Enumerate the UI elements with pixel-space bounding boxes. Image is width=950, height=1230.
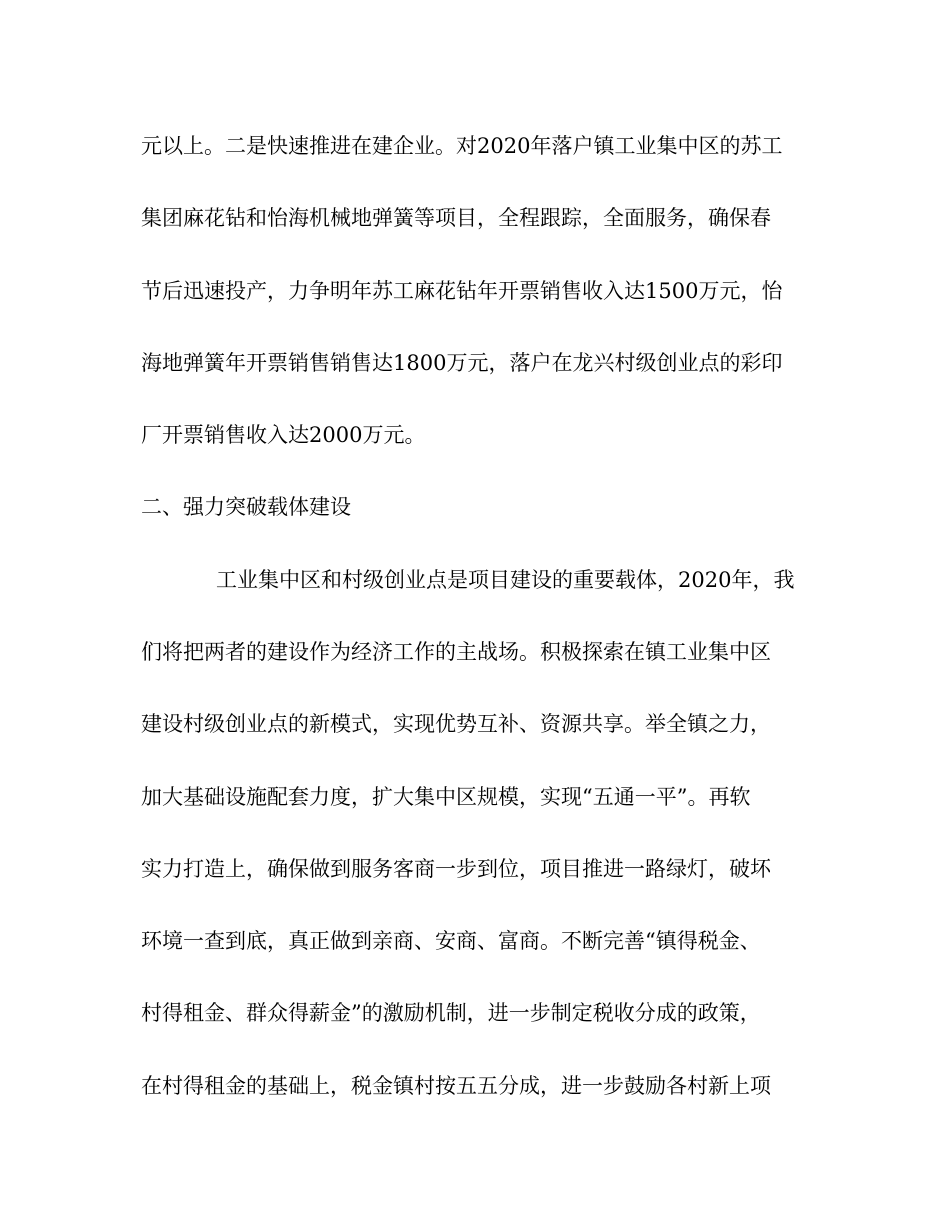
paragraph-line: 节后迅速投产，力争明年苏工麻花钻年开票销售收入达1500万元，怡 bbox=[141, 279, 783, 303]
paragraph-line: 加大基础设施配套力度，扩大集中区规模，实现“五通一平”。再软 bbox=[141, 785, 751, 809]
paragraph-line: 实力打造上，确保做到服务客商一步到位，项目推进一路绿灯，破坏 bbox=[141, 857, 771, 881]
paragraph-line: 工业集中区和村级创业点是项目建设的重要载体，2020年，我 bbox=[216, 568, 795, 592]
section-heading: 二、强力突破载体建设 bbox=[141, 495, 351, 519]
paragraph-line: 们将把两者的建设作为经济工作的主战场。积极探索在镇工业集中区 bbox=[141, 640, 771, 664]
paragraph-line: 海地弹簧年开票销售销售达1800万元，落户在龙兴村级创业点的彩印 bbox=[141, 351, 783, 375]
paragraph-line: 厂开票销售收入达2000万元。 bbox=[141, 423, 426, 447]
paragraph-line: 集团麻花钻和怡海机械地弹簧等项目，全程跟踪，全面服务，确保春 bbox=[141, 206, 771, 230]
paragraph-line: 村得租金、群众得薪金”的激励机制，进一步制定税收分成的政策， bbox=[141, 1001, 761, 1025]
paragraph-line: 在村得租金的基础上，税金镇村按五五分成，进一步鼓励各村新上项 bbox=[141, 1074, 771, 1098]
paragraph-line: 环境一查到底，真正做到亲商、安商、富商。不断完善“镇得税金、 bbox=[141, 929, 761, 953]
paragraph-line: 建设村级创业点的新模式，实现优势互补、资源共享。举全镇之力， bbox=[141, 712, 771, 736]
paragraph-line: 元以上。二是快速推进在建企业。对2020年落户镇工业集中区的苏工 bbox=[141, 134, 783, 158]
